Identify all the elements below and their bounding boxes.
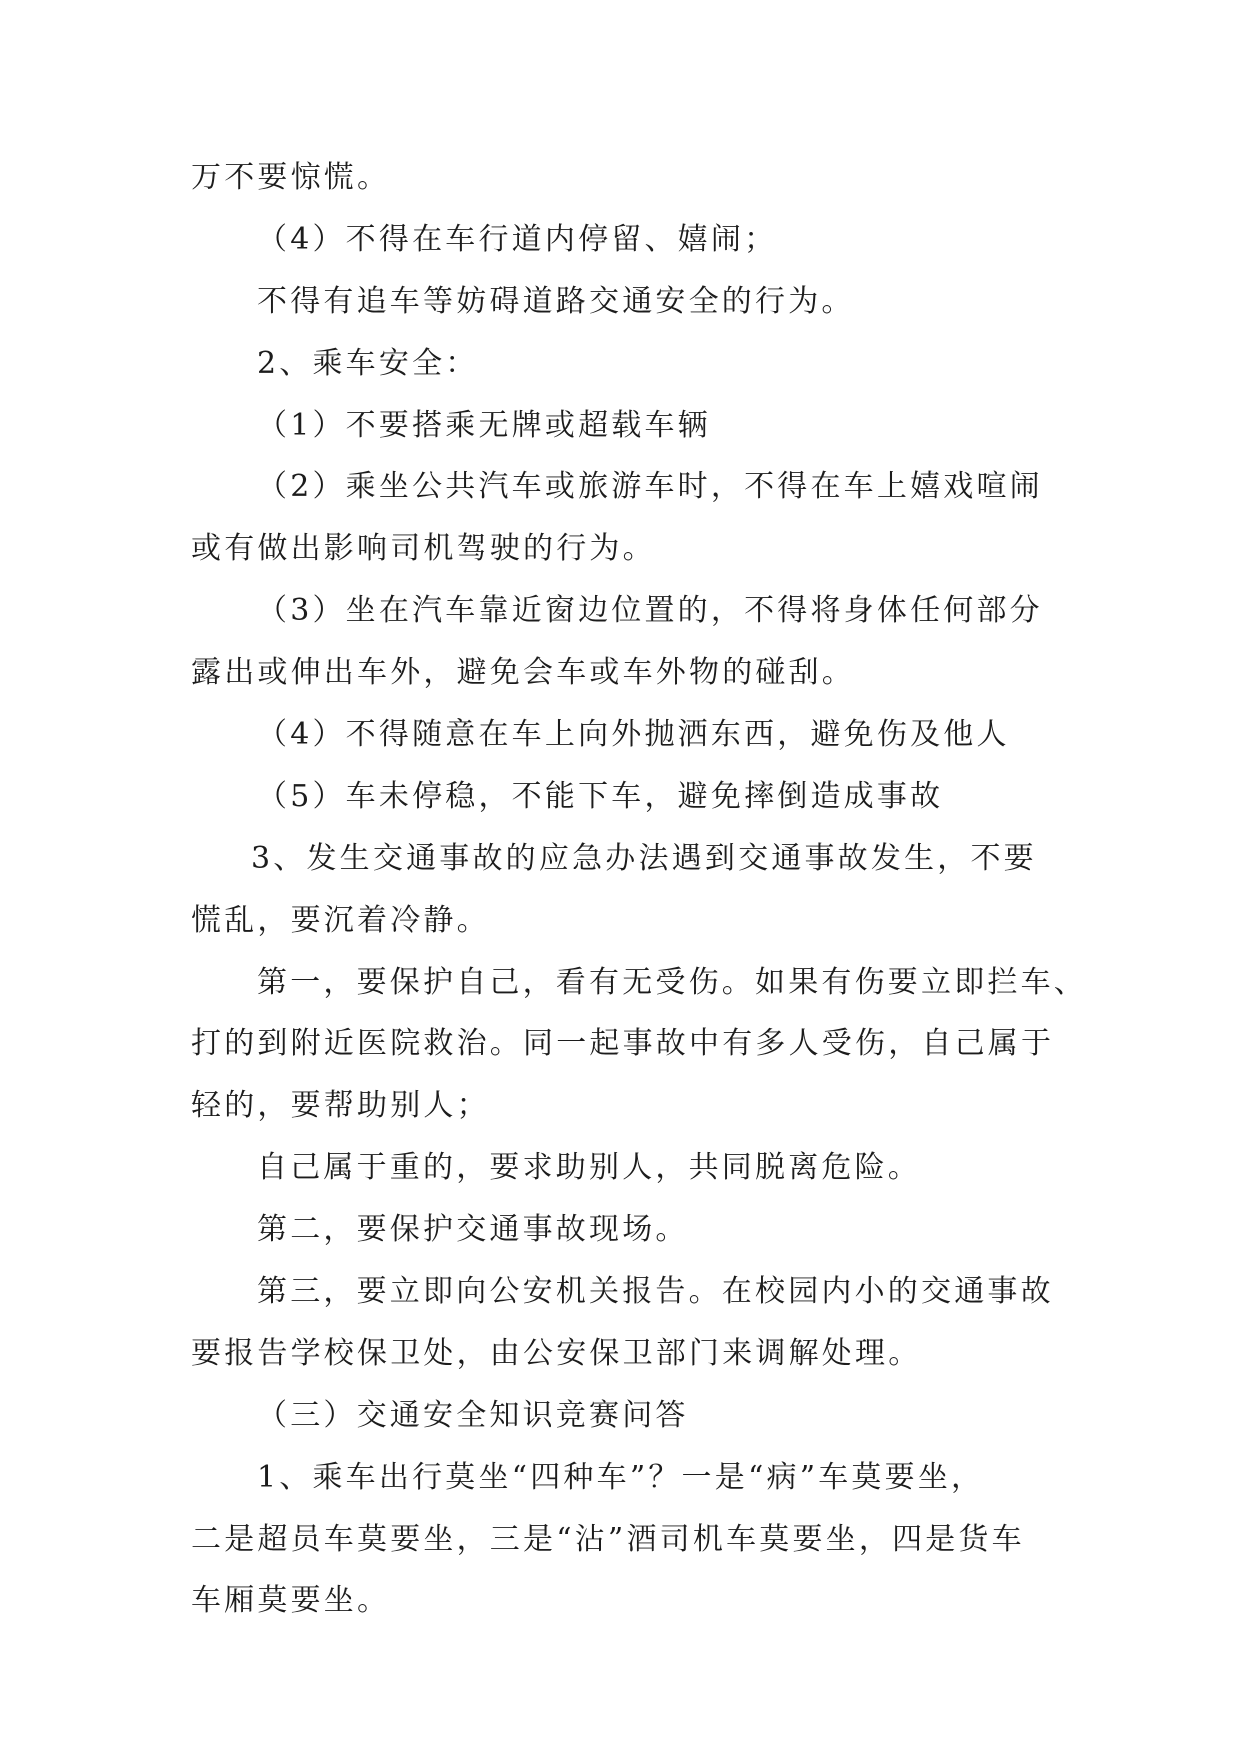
text-line: （2）乘坐公共汽车或旅游车时，不得在车上嬉戏喧闹 <box>257 469 1043 505</box>
text-line: 自己属于重的，要求助别人，共同脱离危险。 <box>257 1150 921 1186</box>
text-line: （5）车未停稳，不能下车，避免摔倒造成事故 <box>257 778 944 814</box>
section-heading: （三）交通安全知识竞赛问答 <box>257 1397 689 1433</box>
text-line: （4）不得随意在车上向外抛洒东西，避免伤及他人 <box>257 717 1010 753</box>
document-body <box>191 158 1087 1643</box>
text-line: 第三，要立即向公安机关报告。在校园内小的交通事故 <box>257 1274 1054 1310</box>
text-line: （1）不要搭乘无牌或超载车辆 <box>257 407 711 443</box>
text-line: 轻的，要帮助别人； <box>191 1088 490 1124</box>
text-line: 露出或伸出车外，避免会车或车外物的碰刮。 <box>191 655 855 691</box>
section-heading: 2、乘车安全： <box>257 345 479 381</box>
text-line: 第一，要保护自己，看有无受伤。如果有伤要立即拦车、 <box>257 964 1087 1000</box>
text-line: 第二，要保护交通事故现场。 <box>257 1212 689 1248</box>
text-line: 不得有追车等妨碍道路交通安全的行为。 <box>257 283 855 319</box>
text-line: （4）不得在车行道内停留、嬉闹； <box>257 221 778 257</box>
text-line: 车厢莫要坐。 <box>191 1583 391 1619</box>
text-line: 慌乱，要沉着冷静。 <box>191 902 490 938</box>
text-line: 万不要惊慌。 <box>191 160 391 195</box>
text-line: 打的到附近医院救治。同一起事故中有多人受伤，自己属于 <box>191 1026 1055 1062</box>
text-line: 二是超员车莫要坐，三是“沾”酒司机车莫要坐，四是货车 <box>191 1521 1025 1557</box>
text-line: 要报告学校保卫处，由公安保卫部门来调解处理。 <box>191 1335 922 1371</box>
text-line: 1、乘车出行莫坐“四种车”？一是“病”车莫要坐， <box>257 1459 985 1495</box>
text-line: 或有做出影响司机驾驶的行为。 <box>191 531 656 567</box>
text-line: （3）坐在汽车靠近窗边位置的，不得将身体任何部分 <box>257 593 1043 629</box>
section-heading: 3、发生交通事故的应急办法遇到交通事故发生，不要 <box>251 840 1037 876</box>
